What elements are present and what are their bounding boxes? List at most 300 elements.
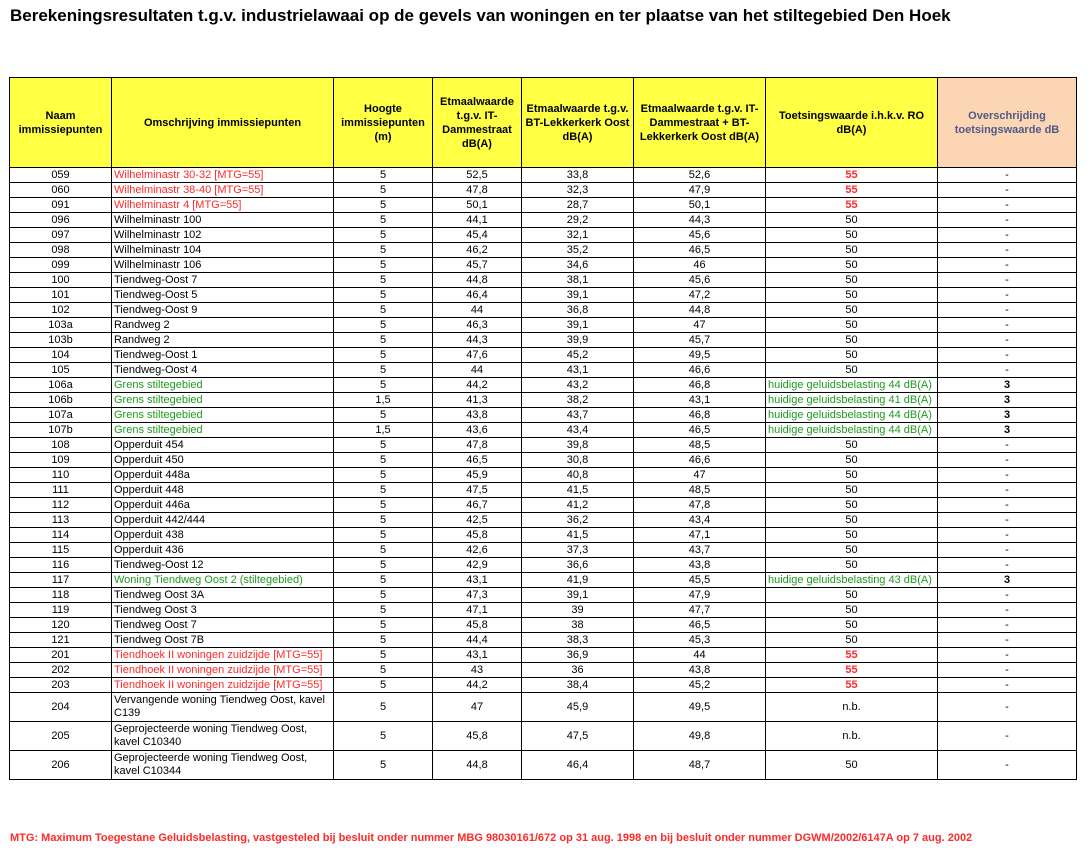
cell-naam: 121 xyxy=(10,633,112,648)
cell-bt-lekkerkerk: 43,1 xyxy=(522,363,634,378)
cell-bt-lekkerkerk: 32,1 xyxy=(522,228,634,243)
cell-toetsingswaarde: 50 xyxy=(766,228,938,243)
table-row xyxy=(10,168,1077,183)
cell-overschrijding: 3 xyxy=(938,378,1077,393)
cell-bt-lekkerkerk: 36,2 xyxy=(522,513,634,528)
cell-naam: 108 xyxy=(10,438,112,453)
cell-it-dammestraat: 52,5 xyxy=(433,168,522,183)
cell-omschrijving: Wilhelminastr 100 xyxy=(112,213,334,228)
cell-combined: 46,6 xyxy=(634,363,766,378)
cell-hoogte: 5 xyxy=(334,258,433,273)
cell-bt-lekkerkerk: 39,9 xyxy=(522,333,634,348)
table-row xyxy=(10,183,1077,198)
cell-omschrijving: Wilhelminastr 106 xyxy=(112,258,334,273)
col-header-combined: Etmaalwaarde t.g.v. IT-Dammestraat + BT-Lekkerkerk Oost dB(A) xyxy=(634,78,766,168)
table-row xyxy=(10,243,1077,258)
cell-hoogte: 5 xyxy=(334,213,433,228)
cell-naam: 097 xyxy=(10,228,112,243)
cell-naam: 109 xyxy=(10,453,112,468)
cell-hoogte: 5 xyxy=(334,722,433,751)
cell-combined: 45,6 xyxy=(634,228,766,243)
cell-naam: 110 xyxy=(10,468,112,483)
cell-naam: 105 xyxy=(10,363,112,378)
cell-omschrijving: Tiendweg-Oost 5 xyxy=(112,288,334,303)
cell-omschrijving: Tiendweg-Oost 1 xyxy=(112,348,334,363)
cell-omschrijving: Wilhelminastr 102 xyxy=(112,228,334,243)
cell-overschrijding: - xyxy=(938,663,1077,678)
cell-omschrijving: Grens stiltegebied xyxy=(112,408,334,423)
cell-bt-lekkerkerk: 32,3 xyxy=(522,183,634,198)
cell-it-dammestraat: 44,8 xyxy=(433,751,522,780)
col-header-bt-lekkerkerk: Etmaalwaarde t.g.v. BT-Lekkerkerk Oost dB(A) xyxy=(522,78,634,168)
col-header-naam: Naam immissiepunten xyxy=(10,78,112,168)
table-header-row xyxy=(10,78,1077,168)
cell-naam: 112 xyxy=(10,498,112,513)
cell-naam: 113 xyxy=(10,513,112,528)
cell-toetsingswaarde: 50 xyxy=(766,213,938,228)
cell-hoogte: 5 xyxy=(334,378,433,393)
cell-toetsingswaarde: 50 xyxy=(766,513,938,528)
cell-bt-lekkerkerk: 36,9 xyxy=(522,648,634,663)
cell-overschrijding: - xyxy=(938,513,1077,528)
cell-combined: 46,5 xyxy=(634,243,766,258)
table-row xyxy=(10,378,1077,393)
cell-omschrijving: Tiendhoek II woningen zuidzijde [MTG=55] xyxy=(112,678,334,693)
cell-bt-lekkerkerk: 41,2 xyxy=(522,498,634,513)
table-row xyxy=(10,213,1077,228)
table-row xyxy=(10,603,1077,618)
cell-toetsingswaarde: 50 xyxy=(766,318,938,333)
table-row xyxy=(10,363,1077,378)
cell-combined: 43,8 xyxy=(634,558,766,573)
cell-omschrijving: Wilhelminastr 104 xyxy=(112,243,334,258)
cell-naam: 203 xyxy=(10,678,112,693)
table-row xyxy=(10,423,1077,438)
cell-hoogte: 5 xyxy=(334,363,433,378)
cell-bt-lekkerkerk: 36 xyxy=(522,663,634,678)
cell-it-dammestraat: 47,3 xyxy=(433,588,522,603)
cell-naam: 117 xyxy=(10,573,112,588)
cell-combined: 46,8 xyxy=(634,408,766,423)
cell-toetsingswaarde: 50 xyxy=(766,288,938,303)
cell-it-dammestraat: 41,3 xyxy=(433,393,522,408)
cell-omschrijving: Vervangende woning Tiendweg Oost, kavel C139 xyxy=(112,693,334,722)
table-row xyxy=(10,751,1077,780)
table-row xyxy=(10,438,1077,453)
cell-hoogte: 5 xyxy=(334,498,433,513)
cell-bt-lekkerkerk: 39 xyxy=(522,603,634,618)
cell-toetsingswaarde: 50 xyxy=(766,558,938,573)
cell-omschrijving: Tiendhoek II woningen zuidzijde [MTG=55] xyxy=(112,648,334,663)
cell-omschrijving: Opperduit 448 xyxy=(112,483,334,498)
cell-naam: 114 xyxy=(10,528,112,543)
col-header-omschrijving: Omschrijving immissiepunten xyxy=(112,78,334,168)
cell-bt-lekkerkerk: 41,5 xyxy=(522,483,634,498)
cell-naam: 102 xyxy=(10,303,112,318)
cell-overschrijding: 3 xyxy=(938,393,1077,408)
cell-omschrijving: Woning Tiendweg Oost 2 (stiltegebied) xyxy=(112,573,334,588)
cell-hoogte: 5 xyxy=(334,273,433,288)
cell-combined: 43,8 xyxy=(634,663,766,678)
cell-it-dammestraat: 47,8 xyxy=(433,183,522,198)
cell-it-dammestraat: 47,6 xyxy=(433,348,522,363)
cell-combined: 47,2 xyxy=(634,288,766,303)
cell-overschrijding: - xyxy=(938,198,1077,213)
cell-overschrijding: - xyxy=(938,483,1077,498)
cell-hoogte: 5 xyxy=(334,588,433,603)
cell-it-dammestraat: 42,5 xyxy=(433,513,522,528)
cell-hoogte: 5 xyxy=(334,543,433,558)
cell-overschrijding: - xyxy=(938,558,1077,573)
cell-it-dammestraat: 46,3 xyxy=(433,318,522,333)
cell-combined: 48,5 xyxy=(634,483,766,498)
cell-omschrijving: Opperduit 454 xyxy=(112,438,334,453)
table-row xyxy=(10,633,1077,648)
cell-it-dammestraat: 47 xyxy=(433,693,522,722)
cell-it-dammestraat: 45,8 xyxy=(433,722,522,751)
cell-combined: 47,8 xyxy=(634,498,766,513)
cell-naam: 118 xyxy=(10,588,112,603)
cell-it-dammestraat: 42,9 xyxy=(433,558,522,573)
cell-overschrijding: - xyxy=(938,453,1077,468)
cell-it-dammestraat: 46,5 xyxy=(433,453,522,468)
cell-toetsingswaarde: huidige geluidsbelasting 44 dB(A) xyxy=(766,408,938,423)
table-row xyxy=(10,483,1077,498)
cell-bt-lekkerkerk: 30,8 xyxy=(522,453,634,468)
cell-overschrijding: 3 xyxy=(938,573,1077,588)
cell-hoogte: 5 xyxy=(334,751,433,780)
cell-hoogte: 5 xyxy=(334,303,433,318)
cell-omschrijving: Geprojecteerde woning Tiendweg Oost, kavel C10340 xyxy=(112,722,334,751)
cell-overschrijding: - xyxy=(938,618,1077,633)
cell-omschrijving: Grens stiltegebied xyxy=(112,378,334,393)
cell-toetsingswaarde: 55 xyxy=(766,663,938,678)
cell-omschrijving: Randweg 2 xyxy=(112,333,334,348)
cell-it-dammestraat: 47,5 xyxy=(433,483,522,498)
cell-toetsingswaarde: 50 xyxy=(766,528,938,543)
page-title: Berekeningsresultaten t.g.v. industrielawaai op de gevels van woningen en ter plaatse van het stiltegebied Den Hoek xyxy=(10,6,951,25)
table-row xyxy=(10,258,1077,273)
table-row xyxy=(10,648,1077,663)
cell-overschrijding: - xyxy=(938,228,1077,243)
cell-bt-lekkerkerk: 34,6 xyxy=(522,258,634,273)
cell-combined: 46,5 xyxy=(634,423,766,438)
cell-it-dammestraat: 43,1 xyxy=(433,573,522,588)
cell-bt-lekkerkerk: 38,4 xyxy=(522,678,634,693)
cell-toetsingswaarde: 50 xyxy=(766,303,938,318)
cell-naam: 107b xyxy=(10,423,112,438)
cell-bt-lekkerkerk: 37,3 xyxy=(522,543,634,558)
cell-combined: 45,3 xyxy=(634,633,766,648)
cell-overschrijding: - xyxy=(938,243,1077,258)
cell-naam: 111 xyxy=(10,483,112,498)
cell-omschrijving: Opperduit 438 xyxy=(112,528,334,543)
footnote-mtg: MTG: Maximum Toegestane Geluidsbelasting, vastgesteled bij besluit onder nummer MBG 98030161/672 op 31 aug. 1998 en bij besluit onder nummer DGWM/2002/6147A op 7 aug. 2002 xyxy=(10,832,973,844)
cell-overschrijding: - xyxy=(938,588,1077,603)
cell-naam: 091 xyxy=(10,198,112,213)
cell-bt-lekkerkerk: 29,2 xyxy=(522,213,634,228)
cell-omschrijving: Tiendweg-Oost 12 xyxy=(112,558,334,573)
cell-it-dammestraat: 46,4 xyxy=(433,288,522,303)
cell-it-dammestraat: 47,8 xyxy=(433,438,522,453)
cell-combined: 45,5 xyxy=(634,573,766,588)
cell-toetsingswaarde: n.b. xyxy=(766,693,938,722)
table-row xyxy=(10,573,1077,588)
cell-hoogte: 5 xyxy=(334,648,433,663)
cell-combined: 44 xyxy=(634,648,766,663)
cell-hoogte: 5 xyxy=(334,198,433,213)
cell-bt-lekkerkerk: 36,8 xyxy=(522,303,634,318)
cell-hoogte: 5 xyxy=(334,318,433,333)
cell-naam: 060 xyxy=(10,183,112,198)
cell-naam: 096 xyxy=(10,213,112,228)
cell-it-dammestraat: 44 xyxy=(433,363,522,378)
table-row xyxy=(10,558,1077,573)
table-row xyxy=(10,348,1077,363)
cell-hoogte: 5 xyxy=(334,603,433,618)
cell-omschrijving: Randweg 2 xyxy=(112,318,334,333)
cell-it-dammestraat: 43,1 xyxy=(433,648,522,663)
cell-hoogte: 5 xyxy=(334,348,433,363)
cell-hoogte: 1,5 xyxy=(334,393,433,408)
cell-bt-lekkerkerk: 46,4 xyxy=(522,751,634,780)
table-row xyxy=(10,543,1077,558)
cell-combined: 44,3 xyxy=(634,213,766,228)
cell-it-dammestraat: 45,9 xyxy=(433,468,522,483)
cell-omschrijving: Tiendweg Oost 3A xyxy=(112,588,334,603)
cell-overschrijding: - xyxy=(938,751,1077,780)
cell-combined: 49,8 xyxy=(634,722,766,751)
table-row xyxy=(10,722,1077,751)
cell-toetsingswaarde: 50 xyxy=(766,363,938,378)
cell-toetsingswaarde: 50 xyxy=(766,543,938,558)
cell-overschrijding: - xyxy=(938,633,1077,648)
cell-hoogte: 5 xyxy=(334,528,433,543)
cell-omschrijving: Tiendweg Oost 3 xyxy=(112,603,334,618)
cell-combined: 44,8 xyxy=(634,303,766,318)
cell-hoogte: 5 xyxy=(334,633,433,648)
cell-bt-lekkerkerk: 40,8 xyxy=(522,468,634,483)
table-row xyxy=(10,453,1077,468)
cell-hoogte: 5 xyxy=(334,168,433,183)
table-row xyxy=(10,273,1077,288)
cell-hoogte: 5 xyxy=(334,438,433,453)
cell-toetsingswaarde: huidige geluidsbelasting 44 dB(A) xyxy=(766,378,938,393)
cell-combined: 46,6 xyxy=(634,453,766,468)
cell-combined: 47,7 xyxy=(634,603,766,618)
cell-it-dammestraat: 46,7 xyxy=(433,498,522,513)
cell-it-dammestraat: 47,1 xyxy=(433,603,522,618)
cell-bt-lekkerkerk: 39,8 xyxy=(522,438,634,453)
cell-combined: 49,5 xyxy=(634,693,766,722)
cell-it-dammestraat: 44,4 xyxy=(433,633,522,648)
cell-toetsingswaarde: 50 xyxy=(766,258,938,273)
cell-hoogte: 5 xyxy=(334,663,433,678)
cell-it-dammestraat: 44,2 xyxy=(433,678,522,693)
cell-naam: 120 xyxy=(10,618,112,633)
cell-toetsingswaarde: 55 xyxy=(766,183,938,198)
table-row xyxy=(10,408,1077,423)
cell-combined: 48,7 xyxy=(634,751,766,780)
table-row xyxy=(10,288,1077,303)
cell-naam: 201 xyxy=(10,648,112,663)
table-row xyxy=(10,498,1077,513)
cell-toetsingswaarde: 50 xyxy=(766,468,938,483)
cell-omschrijving: Geprojecteerde woning Tiendweg Oost, kavel C10344 xyxy=(112,751,334,780)
cell-it-dammestraat: 42,6 xyxy=(433,543,522,558)
table-row xyxy=(10,468,1077,483)
table-row xyxy=(10,303,1077,318)
cell-naam: 100 xyxy=(10,273,112,288)
cell-combined: 45,2 xyxy=(634,678,766,693)
cell-it-dammestraat: 43 xyxy=(433,663,522,678)
cell-naam: 103b xyxy=(10,333,112,348)
cell-omschrijving: Tiendweg-Oost 4 xyxy=(112,363,334,378)
cell-hoogte: 5 xyxy=(334,483,433,498)
cell-naam: 119 xyxy=(10,603,112,618)
cell-overschrijding: - xyxy=(938,168,1077,183)
cell-omschrijving: Tiendweg Oost 7B xyxy=(112,633,334,648)
cell-toetsingswaarde: 50 xyxy=(766,453,938,468)
cell-overschrijding: - xyxy=(938,543,1077,558)
cell-naam: 116 xyxy=(10,558,112,573)
cell-omschrijving: Tiendhoek II woningen zuidzijde [MTG=55] xyxy=(112,663,334,678)
cell-it-dammestraat: 45,8 xyxy=(433,528,522,543)
cell-naam: 101 xyxy=(10,288,112,303)
cell-toetsingswaarde: 55 xyxy=(766,198,938,213)
cell-naam: 107a xyxy=(10,408,112,423)
cell-combined: 47,9 xyxy=(634,183,766,198)
cell-hoogte: 5 xyxy=(334,678,433,693)
cell-it-dammestraat: 43,8 xyxy=(433,408,522,423)
cell-toetsingswaarde: 50 xyxy=(766,633,938,648)
cell-hoogte: 5 xyxy=(334,693,433,722)
col-header-it-dammestraat: Etmaalwaarde t.g.v. IT-Dammestraat dB(A) xyxy=(433,78,522,168)
cell-toetsingswaarde: huidige geluidsbelasting 44 dB(A) xyxy=(766,423,938,438)
cell-hoogte: 5 xyxy=(334,183,433,198)
cell-toetsingswaarde: 50 xyxy=(766,243,938,258)
cell-bt-lekkerkerk: 39,1 xyxy=(522,288,634,303)
cell-combined: 45,6 xyxy=(634,273,766,288)
cell-omschrijving: Opperduit 436 xyxy=(112,543,334,558)
cell-it-dammestraat: 45,7 xyxy=(433,258,522,273)
cell-bt-lekkerkerk: 36,6 xyxy=(522,558,634,573)
cell-overschrijding: - xyxy=(938,273,1077,288)
cell-bt-lekkerkerk: 39,1 xyxy=(522,588,634,603)
results-table xyxy=(9,77,1077,780)
cell-naam: 099 xyxy=(10,258,112,273)
cell-omschrijving: Wilhelminastr 4 [MTG=55] xyxy=(112,198,334,213)
cell-bt-lekkerkerk: 39,1 xyxy=(522,318,634,333)
cell-overschrijding: - xyxy=(938,498,1077,513)
cell-overschrijding: - xyxy=(938,363,1077,378)
cell-omschrijving: Grens stiltegebied xyxy=(112,423,334,438)
cell-it-dammestraat: 44 xyxy=(433,303,522,318)
cell-naam: 206 xyxy=(10,751,112,780)
cell-toetsingswaarde: 50 xyxy=(766,273,938,288)
cell-it-dammestraat: 43,6 xyxy=(433,423,522,438)
cell-overschrijding: - xyxy=(938,318,1077,333)
cell-toetsingswaarde: 50 xyxy=(766,603,938,618)
cell-toetsingswaarde: 50 xyxy=(766,498,938,513)
cell-omschrijving: Opperduit 446a xyxy=(112,498,334,513)
cell-bt-lekkerkerk: 33,8 xyxy=(522,168,634,183)
cell-hoogte: 5 xyxy=(334,333,433,348)
cell-hoogte: 1,5 xyxy=(334,423,433,438)
cell-hoogte: 5 xyxy=(334,243,433,258)
cell-bt-lekkerkerk: 28,7 xyxy=(522,198,634,213)
cell-omschrijving: Opperduit 448a xyxy=(112,468,334,483)
cell-toetsingswaarde: 55 xyxy=(766,168,938,183)
cell-hoogte: 5 xyxy=(334,468,433,483)
cell-combined: 43,1 xyxy=(634,393,766,408)
table-row xyxy=(10,393,1077,408)
cell-combined: 47,1 xyxy=(634,528,766,543)
cell-overschrijding: - xyxy=(938,183,1077,198)
table-row xyxy=(10,693,1077,722)
cell-it-dammestraat: 44,8 xyxy=(433,273,522,288)
cell-it-dammestraat: 44,1 xyxy=(433,213,522,228)
cell-combined: 46,5 xyxy=(634,618,766,633)
cell-combined: 43,7 xyxy=(634,543,766,558)
cell-overschrijding: 3 xyxy=(938,408,1077,423)
table-row xyxy=(10,198,1077,213)
cell-overschrijding: - xyxy=(938,528,1077,543)
cell-overschrijding: - xyxy=(938,333,1077,348)
cell-combined: 43,4 xyxy=(634,513,766,528)
cell-bt-lekkerkerk: 41,5 xyxy=(522,528,634,543)
cell-it-dammestraat: 44,2 xyxy=(433,378,522,393)
cell-bt-lekkerkerk: 35,2 xyxy=(522,243,634,258)
table-row xyxy=(10,333,1077,348)
cell-omschrijving: Tiendweg-Oost 7 xyxy=(112,273,334,288)
cell-combined: 47 xyxy=(634,468,766,483)
cell-overschrijding: 3 xyxy=(938,423,1077,438)
cell-naam: 115 xyxy=(10,543,112,558)
cell-omschrijving: Opperduit 450 xyxy=(112,453,334,468)
cell-overschrijding: - xyxy=(938,722,1077,751)
cell-omschrijving: Wilhelminastr 30-32 [MTG=55] xyxy=(112,168,334,183)
cell-naam: 104 xyxy=(10,348,112,363)
cell-combined: 47,9 xyxy=(634,588,766,603)
cell-overschrijding: - xyxy=(938,648,1077,663)
cell-toetsingswaarde: huidige geluidsbelasting 41 dB(A) xyxy=(766,393,938,408)
col-header-overschrijding: Overschrijding toetsingswaarde dB xyxy=(938,78,1077,168)
cell-naam: 098 xyxy=(10,243,112,258)
cell-omschrijving: Grens stiltegebied xyxy=(112,393,334,408)
cell-toetsingswaarde: 50 xyxy=(766,333,938,348)
cell-combined: 48,5 xyxy=(634,438,766,453)
cell-hoogte: 5 xyxy=(334,558,433,573)
cell-toetsingswaarde: huidige geluidsbelasting 43 dB(A) xyxy=(766,573,938,588)
cell-naam: 103a xyxy=(10,318,112,333)
cell-naam: 202 xyxy=(10,663,112,678)
cell-bt-lekkerkerk: 38,1 xyxy=(522,273,634,288)
col-header-toetsingswaarde: Toetsingswaarde i.h.k.v. RO dB(A) xyxy=(766,78,938,168)
cell-overschrijding: - xyxy=(938,213,1077,228)
cell-overschrijding: - xyxy=(938,303,1077,318)
cell-bt-lekkerkerk: 43,2 xyxy=(522,378,634,393)
cell-toetsingswaarde: 50 xyxy=(766,588,938,603)
cell-hoogte: 5 xyxy=(334,408,433,423)
cell-hoogte: 5 xyxy=(334,618,433,633)
table-row xyxy=(10,513,1077,528)
cell-omschrijving: Tiendweg-Oost 9 xyxy=(112,303,334,318)
table-row xyxy=(10,663,1077,678)
table-row xyxy=(10,678,1077,693)
table-row xyxy=(10,228,1077,243)
cell-hoogte: 5 xyxy=(334,513,433,528)
